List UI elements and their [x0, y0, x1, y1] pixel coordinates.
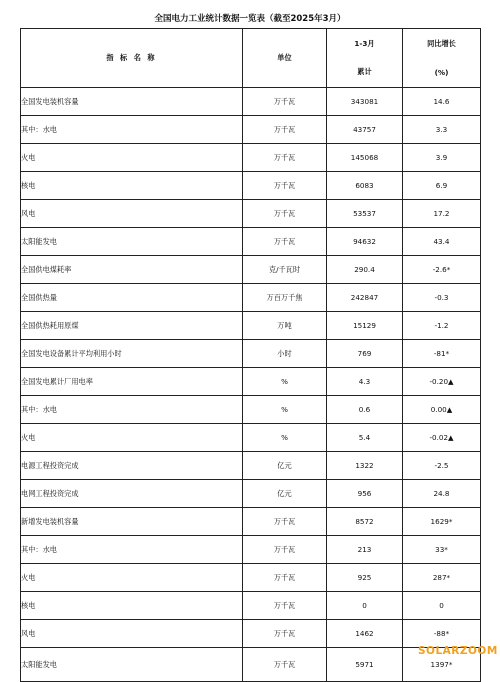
unit-cell: 万千瓦	[243, 144, 327, 172]
unit-cell: 万千瓦	[243, 536, 327, 564]
table-row	[21, 172, 481, 200]
table-row	[21, 536, 481, 564]
unit-cell: 万千瓦	[243, 172, 327, 200]
unit-cell: 万千瓦	[243, 200, 327, 228]
unit-cell: 万千瓦	[243, 564, 327, 592]
yoy-growth-cell: -81*	[403, 340, 481, 368]
table-row	[21, 256, 481, 284]
indicator-cell: 核电	[21, 592, 243, 620]
cumulative-value-cell: 15129	[327, 312, 403, 340]
cumulative-value-cell: 0	[327, 592, 403, 620]
cumulative-value-cell: 5971	[327, 648, 403, 682]
table-row	[21, 368, 481, 396]
yoy-growth-cell: -2.6*	[403, 256, 481, 284]
unit-cell: 万百万千焦	[243, 284, 327, 312]
cumulative-value-cell: 5.4	[327, 424, 403, 452]
unit-cell: 万千瓦	[243, 620, 327, 648]
statistics-table	[20, 28, 481, 682]
indicator-cell: 全国供热耗用原煤	[21, 312, 243, 340]
header-yoy-unit: (%)	[434, 68, 449, 77]
cumulative-value-cell: 4.3	[327, 368, 403, 396]
cumulative-value-cell: 213	[327, 536, 403, 564]
unit-cell: %	[243, 424, 327, 452]
table-row	[21, 312, 481, 340]
unit-cell: 小时	[243, 340, 327, 368]
yoy-growth-cell: 14.6	[403, 88, 481, 116]
indicator-cell: 火电	[21, 424, 243, 452]
indicator-cell: 全国供热量	[21, 284, 243, 312]
indicator-cell: 太阳能发电	[21, 648, 243, 682]
table-row	[21, 284, 481, 312]
unit-cell: %	[243, 396, 327, 424]
header-indicator: 指 标 名 称	[21, 29, 243, 88]
yoy-growth-cell: -0.02▲	[403, 424, 481, 452]
yoy-growth-cell: 17.2	[403, 200, 481, 228]
yoy-growth-cell: 33*	[403, 536, 481, 564]
cumulative-value-cell: 8572	[327, 508, 403, 536]
indicator-cell: 全国发电累计厂用电率	[21, 368, 243, 396]
table-row	[21, 396, 481, 424]
indicator-cell: 全国发电装机容量	[21, 88, 243, 116]
yoy-growth-cell: -2.5	[403, 452, 481, 480]
table-row	[21, 88, 481, 116]
unit-cell: 万千瓦	[243, 116, 327, 144]
cumulative-value-cell: 956	[327, 480, 403, 508]
cumulative-value-cell: 94632	[327, 228, 403, 256]
unit-cell: 万千瓦	[243, 228, 327, 256]
indicator-cell: 火电	[21, 144, 243, 172]
indicator-cell: 新增发电装机容量	[21, 508, 243, 536]
header-unit: 单位	[243, 29, 327, 88]
unit-cell: 克/千瓦时	[243, 256, 327, 284]
header-cumulative	[327, 29, 403, 88]
unit-cell: 万吨	[243, 312, 327, 340]
cumulative-value-cell: 290.4	[327, 256, 403, 284]
unit-cell: 万千瓦	[243, 648, 327, 682]
table-row	[21, 424, 481, 452]
unit-cell: 亿元	[243, 480, 327, 508]
header-yoy	[403, 29, 481, 88]
yoy-growth-cell: 3.9	[403, 144, 481, 172]
cumulative-value-cell: 53537	[327, 200, 403, 228]
table-row	[21, 200, 481, 228]
cumulative-value-cell: 925	[327, 564, 403, 592]
table-row	[21, 480, 481, 508]
cumulative-value-cell: 43757	[327, 116, 403, 144]
table-row	[21, 508, 481, 536]
indicator-cell: 太阳能发电	[21, 228, 243, 256]
unit-cell: %	[243, 368, 327, 396]
table-row	[21, 592, 481, 620]
header-yoy-label: 同比增长	[427, 39, 456, 48]
cumulative-value-cell: 1322	[327, 452, 403, 480]
table-row	[21, 648, 481, 682]
indicator-cell: 核电	[21, 172, 243, 200]
cumulative-value-cell: 1462	[327, 620, 403, 648]
solarzoom-watermark: SOLARZOOM	[418, 645, 498, 657]
yoy-growth-cell: 287*	[403, 564, 481, 592]
indicator-cell: 其中：水电	[21, 116, 243, 144]
cumulative-value-cell: 6083	[327, 172, 403, 200]
yoy-growth-cell: -0.3	[403, 284, 481, 312]
unit-cell: 万千瓦	[243, 88, 327, 116]
indicator-cell: 电源工程投资完成	[21, 452, 243, 480]
yoy-growth-cell: 0	[403, 592, 481, 620]
table-row	[21, 340, 481, 368]
table-row	[21, 620, 481, 648]
indicator-cell: 全国供电煤耗率	[21, 256, 243, 284]
cumulative-value-cell: 343081	[327, 88, 403, 116]
cumulative-value-cell: 769	[327, 340, 403, 368]
indicator-cell: 全国发电设备累计平均利用小时	[21, 340, 243, 368]
header-cumulative-label: 累计	[357, 67, 372, 76]
yoy-growth-cell: 3.3	[403, 116, 481, 144]
yoy-growth-cell: 1629*	[403, 508, 481, 536]
cumulative-value-cell: 145068	[327, 144, 403, 172]
yoy-growth-cell: 24.8	[403, 480, 481, 508]
table-body	[21, 88, 481, 682]
indicator-cell: 风电	[21, 200, 243, 228]
yoy-growth-cell: -0.20▲	[403, 368, 481, 396]
table-row	[21, 228, 481, 256]
yoy-growth-cell: 43.4	[403, 228, 481, 256]
unit-cell: 万千瓦	[243, 592, 327, 620]
indicator-cell: 其中：水电	[21, 536, 243, 564]
yoy-growth-cell: -88*	[403, 620, 481, 648]
indicator-cell: 风电	[21, 620, 243, 648]
yoy-growth-cell: 6.9	[403, 172, 481, 200]
cumulative-value-cell: 242847	[327, 284, 403, 312]
unit-cell: 万千瓦	[243, 508, 327, 536]
table-row	[21, 564, 481, 592]
page-title: 全国电力工业统计数据一览表（截至2025年3月）	[154, 14, 346, 24]
header-period: 1-3月	[354, 39, 375, 48]
yoy-growth-cell: -1.2	[403, 312, 481, 340]
indicator-cell: 其中：水电	[21, 396, 243, 424]
table-row	[21, 452, 481, 480]
indicator-cell: 电网工程投资完成	[21, 480, 243, 508]
indicator-cell: 火电	[21, 564, 243, 592]
table-row	[21, 144, 481, 172]
yoy-growth-cell: 0.00▲	[403, 396, 481, 424]
table-row	[21, 116, 481, 144]
cumulative-value-cell: 0.6	[327, 396, 403, 424]
table-header-row	[21, 29, 481, 88]
unit-cell: 亿元	[243, 452, 327, 480]
yoy-growth-cell: 1397*	[403, 648, 481, 682]
